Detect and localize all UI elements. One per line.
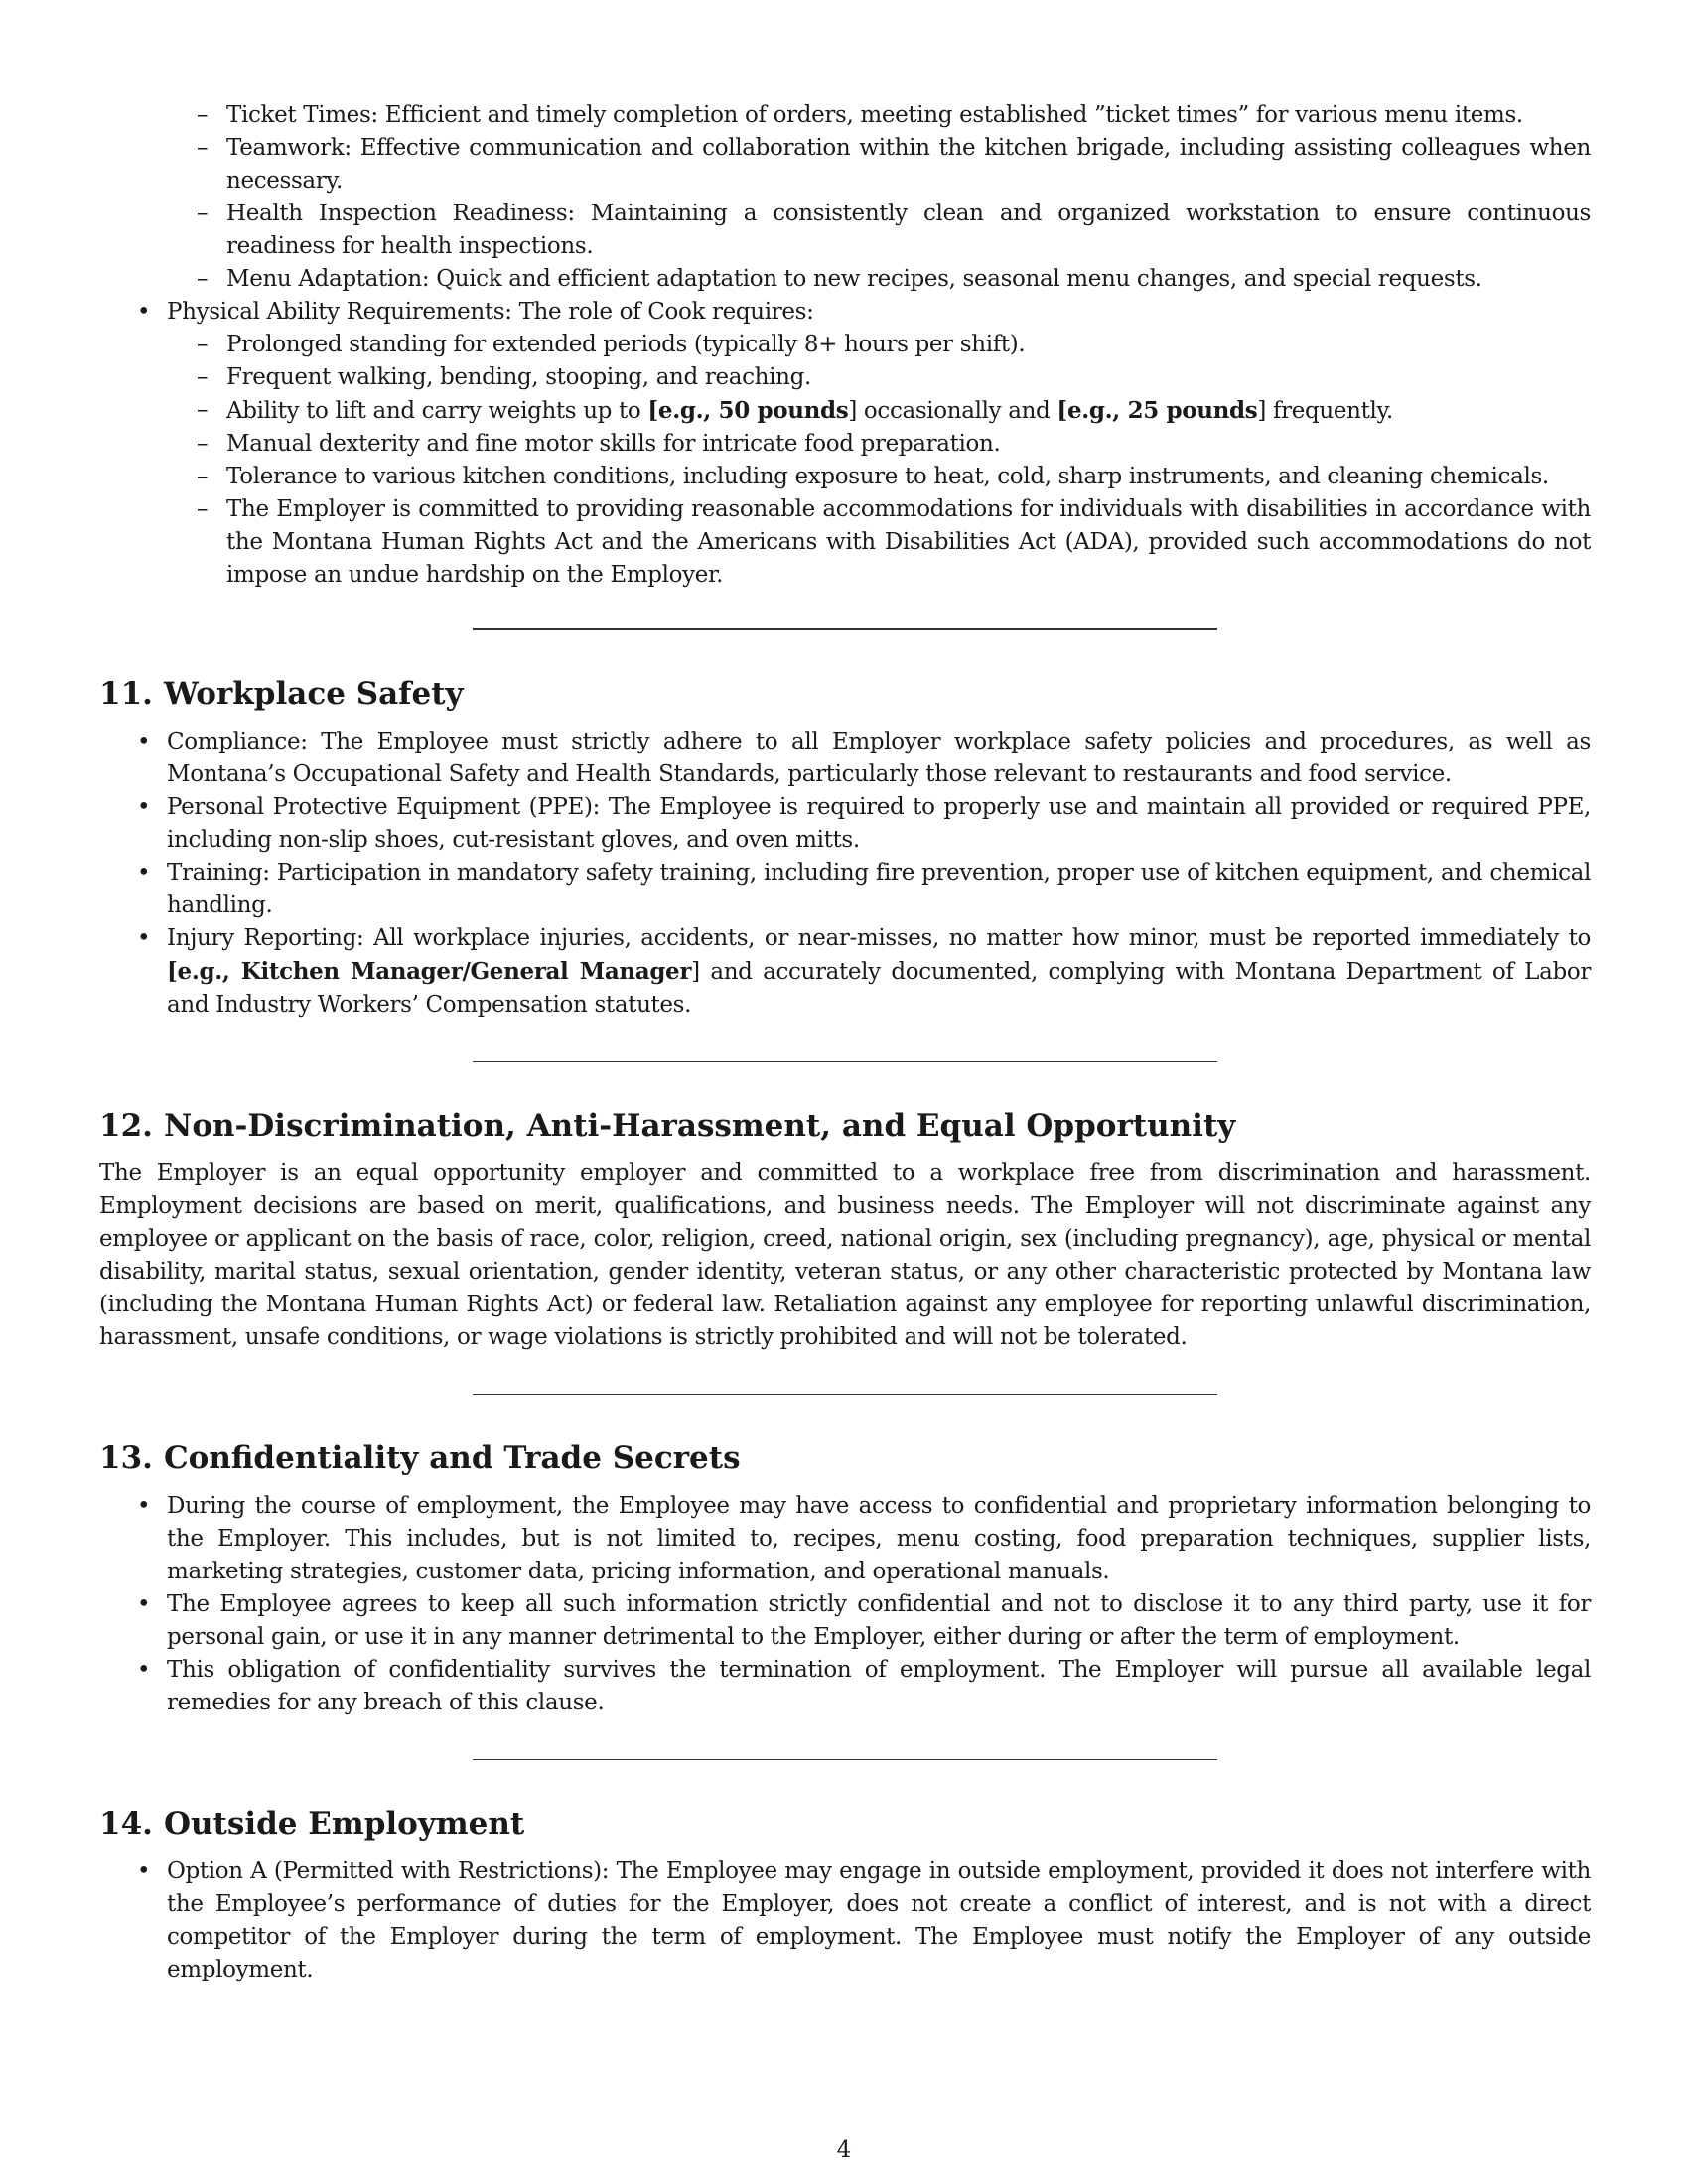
performance-sublist bbox=[99, 99, 1591, 296]
list-item: • Option A (Permitted with Restrictions): The Employee may engage in outside employment, provided it does not interfere with the Employee’s performance of duties for the Employer, does not create a conflict of interest, and is not with a direct competitor of the Employer during the term of employment. The Employee must notify the Employer of any outside employment. bbox=[99, 1855, 1591, 1986]
list-item: – Menu Adaptation: Quick and efficient adaptation to new recipes, seasonal menu changes, and special requests. bbox=[99, 263, 1591, 296]
list-item: – Teamwork: Effective communication and collaboration within the kitchen brigade, including assisting colleagues when necessary. bbox=[99, 132, 1591, 198]
physical-sublist bbox=[167, 329, 1591, 592]
lift-frequent-placeholder: [e.g., 25 pounds bbox=[1056, 397, 1258, 424]
list-item: – Frequent walking, bending, stooping, and reaching. bbox=[167, 361, 1591, 394]
list-item: • During the course of employment, the Employee may have access to confidential and proprietary information belonging to the Employer. This includes, but is not limited to, recipes, menu costing, food preparation techniques, supplier lists, marketing strategies, customer data, pricing information, and operational manuals. bbox=[99, 1490, 1591, 1588]
list-item: – The Employer is committed to providing reasonable accommodations for individuals with disabilities in accordance with the Montana Human Rights Act and the Americans with Disabilities Act (ADA), provided such accommodations do not impose an undue hardship on the Employer. bbox=[167, 493, 1591, 592]
workplace-safety-list bbox=[99, 726, 1591, 1022]
list-item: • Injury Reporting: All workplace injuries, accidents, or near-misses, no matter how minor, must be reported immediately to [e.g., Kitchen Manager/General Manager] and accurately documented, complying with Montana Department of Labor and Industry Workers’ Compensation statutes. bbox=[99, 922, 1591, 1022]
section-heading-13: 13. Confidentiality and Trade Secrets bbox=[99, 1440, 741, 1476]
page-number: 4 bbox=[836, 2137, 852, 2163]
list-item: • This obligation of confidentiality survives the termination of employment. The Employer will pursue all available legal remedies for any breach of this clause. bbox=[99, 1654, 1591, 1719]
injury-contact-placeholder: [e.g., Kitchen Manager/General Manager bbox=[167, 958, 692, 985]
section-heading-11: 11. Workplace Safety bbox=[99, 676, 464, 712]
list-item: • Physical Ability Requirements: The role of Cook requires: – Prolonged standing for extended periods (typically 8+ hours per shift). – Frequent walking, bending, stooping, and reaching. – Ability to lift and carry weights up to [e.g., 50 pounds] occasionally and [e.g., 25 pounds] frequently. – Manual dexterity and fine motor skills for intricate food preparation. – Tolerance to various kitchen conditions, including exposure to heat, cold, sharp instruments, and cleaning chemicals. – The Employer is committed to providing reasonable accommodations for individuals with disabilities in accordance with the Montana Human Rights Act and the Americans with Disabilities Act (ADA), provided such accommodations do not impose an undue hardship on the Employer. bbox=[99, 296, 1591, 592]
physical-requirements-list bbox=[99, 296, 1591, 592]
list-item: – Prolonged standing for extended periods (typically 8+ hours per shift). bbox=[167, 329, 1591, 361]
list-item: • Personal Protective Equipment (PPE): The Employee is required to properly use and maintain all provided or required PPE, including non-slip shoes, cut-resistant gloves, and oven mitts. bbox=[99, 791, 1591, 857]
non-discrimination-paragraph: The Employer is an equal opportunity employer and committed to a workplace free from discrimination and harassment. Employment decisions are based on merit, qualifications, and business needs. The Employer will not discriminate against any employee or applicant on the basis of race, color, religion, creed, national origin, sex (including pregnancy), age, physical or mental disability, marital status, sexual orientation, gender identity, veteran status, or any other characteristic protected by Montana law (including the Montana Human Rights Act) or federal law. Retaliation against any employee for reporting unlawful discrimination, harassment, unsafe conditions, or wage violations is strictly prohibited and will not be tolerated. bbox=[99, 1160, 1591, 1350]
section-heading-12: 12. Non-Discrimination, Anti-Harassment, and Equal Opportunity bbox=[99, 1108, 1236, 1144]
list-item: • Compliance: The Employee must strictly adhere to all Employer workplace safety policies and procedures, as well as Montana’s Occupational Safety and Health Standards, particularly those relevant to restaurants and food service. bbox=[99, 726, 1591, 791]
lift-occasional-placeholder: [e.g., 50 pounds bbox=[647, 397, 849, 424]
list-item: • Training: Participation in mandatory safety training, including fire prevention, proper use of kitchen equipment, and chemical handling. bbox=[99, 857, 1591, 922]
list-item: – Manual dexterity and fine motor skills for intricate food preparation. bbox=[167, 428, 1591, 461]
list-item: – Tolerance to various kitchen conditions, including exposure to heat, cold, sharp instruments, and cleaning chemicals. bbox=[167, 461, 1591, 493]
confidentiality-list bbox=[99, 1490, 1591, 1719]
section-divider bbox=[473, 628, 1217, 630]
section-divider bbox=[473, 1759, 1217, 1760]
document-page bbox=[99, 99, 1591, 1986]
list-item: – Health Inspection Readiness: Maintaining a consistently clean and organized workstation to ensure continuous readiness for health inspections. bbox=[99, 198, 1591, 263]
section-divider bbox=[473, 1394, 1217, 1395]
section-divider bbox=[473, 1061, 1217, 1062]
list-item: • The Employee agrees to keep all such information strictly confidential and not to disclose it to any third party, use it for personal gain, or use it in any manner detrimental to the Employer, either during or after the term of employment. bbox=[99, 1588, 1591, 1654]
list-item: – Ticket Times: Efficient and timely completion of orders, meeting established ”ticket times” for various menu items. bbox=[99, 99, 1591, 132]
section-heading-14: 14. Outside Employment bbox=[99, 1806, 525, 1842]
list-item: – Ability to lift and carry weights up to [e.g., 50 pounds] occasionally and [e.g., 25 pounds] frequently. bbox=[167, 394, 1591, 428]
outside-employment-list bbox=[99, 1855, 1591, 1986]
